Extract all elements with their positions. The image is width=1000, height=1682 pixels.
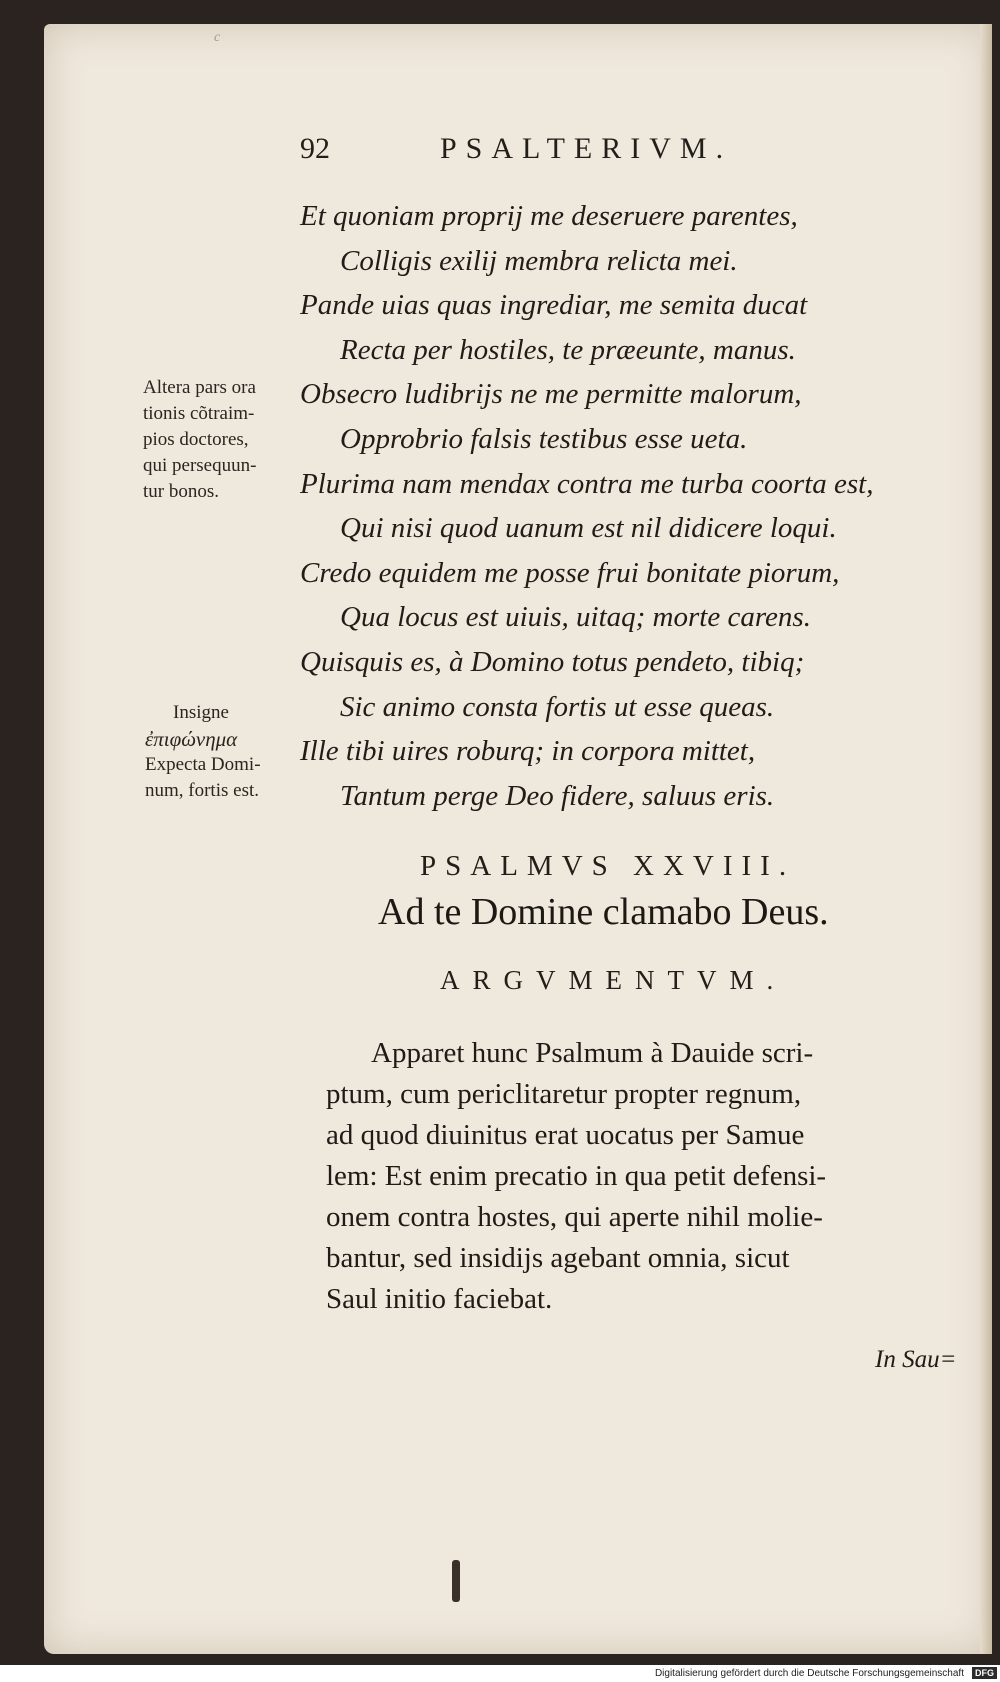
poem-line: Credo equidem me posse frui bonitate piorum, [300,556,840,589]
marginal-note-line: tionis cõtraim- [143,403,255,424]
marginal-note-heading: Insigne [173,702,229,723]
poem-line: Quisquis es, à Domino totus pendeto, tibiq; [300,645,805,678]
running-head: PSALTERIVM. [440,132,733,165]
poem-line: Tantum perge Deo fidere, saluus eris. [340,779,775,812]
pencil-mark: c [214,30,221,45]
marginal-note-prayer [143,375,256,505]
marginal-note-line: Expecta Domi- [145,754,261,775]
argument-line: ad quod diuinitus erat uocatus per Samue [326,1119,805,1151]
marginal-note-epiphonema [145,700,261,804]
poem-line: Colligis exilij membra relicta mei. [340,244,738,277]
argument-line: onem contra hostes, qui aperte nihil molie- [326,1201,823,1233]
poem-block [300,194,940,818]
marginal-note-line: pios doctores, [143,429,249,450]
poem-line: Obsecro ludibrijs ne me permitte malorum, [300,378,802,411]
argument-line: Apparet hunc Psalmum à Dauide scri- [371,1037,814,1069]
marginal-note-line: qui persequun- [143,455,257,476]
catchword: In Sau= [875,1346,957,1373]
argument-paragraph [326,1033,926,1320]
psalm-heading: PSALMVS XXVIII. [420,850,796,882]
funding-credit: Digitalisierung gefördert durch die Deutsche Forschungsgemeinschaft [654,1668,964,1679]
poem-line: Qua locus est uiuis, uitaq; morte carens. [340,601,811,634]
argument-heading: ARGVMENTVM. [440,965,787,995]
poem-line: Qui nisi quod uanum est nil didicere loqui. [340,512,837,545]
page-edge [980,24,992,1654]
poem-line: Plurima nam mendax contra me turba coorta est, [300,467,874,500]
marginal-note-line: Altera pars ora [143,377,256,398]
marginal-note-line: num, fortis est. [145,780,259,801]
gutter-mark [452,1560,460,1602]
poem-line: Recta per hostiles, te præeunte, manus. [340,333,796,366]
poem-line: Opprobrio falsis testibus esse ueta. [340,422,748,455]
psalm-incipit: Ad te Domine clamabo Deus. [378,891,829,933]
poem-line: Et quoniam proprij me deseruere parentes, [300,200,798,232]
argument-line: bantur, sed insidijs agebant omnia, sicut [326,1242,790,1274]
page-number: 92 [300,132,330,165]
argument-line: lem: Est enim precatio in qua petit defensi- [326,1160,827,1192]
marginal-note-greek: ἐπιφώνημα [145,727,238,751]
dfg-logo: DFG [972,1667,997,1679]
footer-bar [0,1665,1000,1682]
poem-line: Ille tibi uires roburq; in corpora mittet, [300,735,756,768]
poem-line: Pande uias quas ingrediar, me semita ducat [300,289,808,322]
poem-line: Sic animo consta fortis ut esse queas. [340,690,775,723]
marginal-note-line: tur bonos. [143,481,219,502]
argument-line: ptum, cum periclitaretur propter regnum, [326,1078,802,1110]
argument-line: Saul initio faciebat. [326,1283,553,1315]
